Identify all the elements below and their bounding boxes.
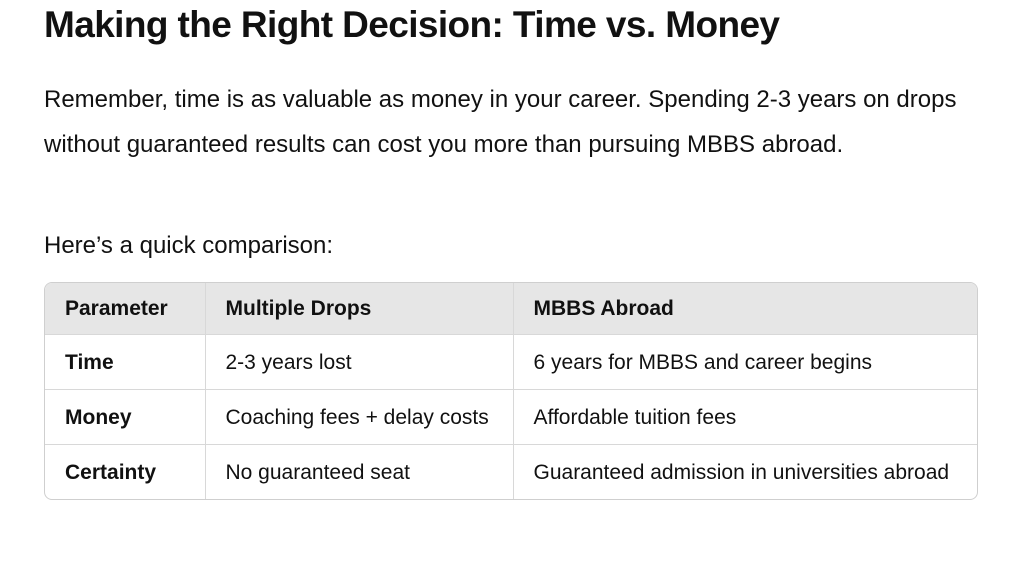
page-heading: Making the Right Decision: Time vs. Money: [44, 4, 780, 45]
table-row: [45, 335, 977, 390]
intro-paragraph: Remember, time is as valuable as money in your career. Spending 2-3 years on drops without guaranteed results can cost you more than pursuing MBBS abroad.: [44, 86, 957, 158]
row-money-drops: Coaching fees + delay costs: [205, 390, 513, 445]
header-multiple-drops: Multiple Drops: [205, 283, 513, 335]
row-certainty-drops: No guaranteed seat: [205, 445, 513, 500]
row-time-abroad: 6 years for MBBS and career begins: [513, 335, 977, 390]
table-row: [45, 445, 977, 500]
header-mbbs-abroad: MBBS Abroad: [513, 283, 977, 335]
row-money-abroad: Affordable tuition fees: [513, 390, 977, 445]
row-certainty-abroad: Guaranteed admission in universities abroad: [533, 461, 950, 484]
header-parameter: Parameter: [45, 283, 205, 335]
row-money-parameter: Money: [45, 390, 205, 445]
table-header-row: [45, 283, 977, 335]
comparison-table-container: [44, 282, 978, 500]
comparison-table: [45, 283, 977, 499]
row-certainty-parameter: Certainty: [45, 445, 205, 500]
comparison-intro: Here’s a quick comparison:: [44, 232, 334, 259]
table-row: [45, 390, 977, 445]
row-time-drops: 2-3 years lost: [205, 335, 513, 390]
row-time-parameter: Time: [45, 335, 205, 390]
